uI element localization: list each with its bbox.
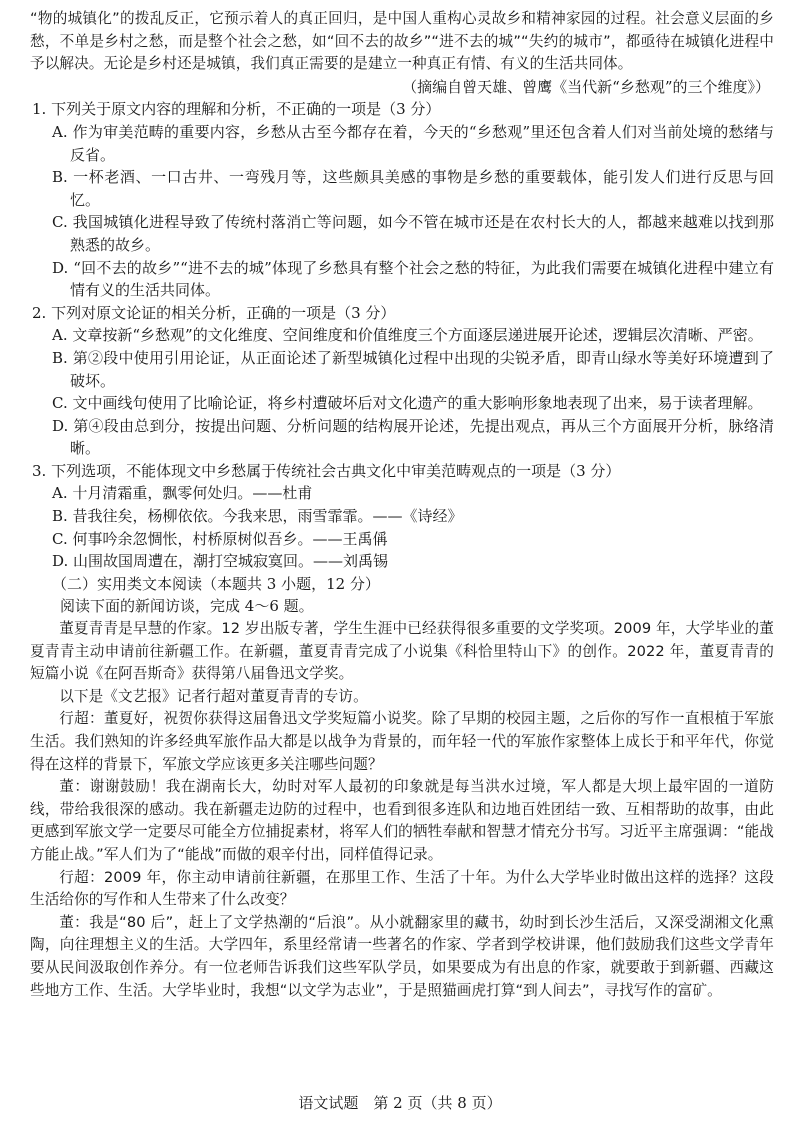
- option-b: B. 第②段中使用引用论证，从正面论述了新型城镇化过程中出现的尖锐矛盾，即青山绿水等美好环境遭到了破坏。: [52, 348, 774, 390]
- page-footer: 语文试题 第 2 页（共 8 页）: [298, 1094, 502, 1112]
- interview-paragraph: 董：我是“80 后”，赶上了文学热潮的“后浪”。从小就翻家里的藏书，幼时到长沙生活后，又深受湖湘文化熏陶，向往理想主义的生活。大学四年，系里经常请一些著名的作家、学者到学校讲课，他们鼓励我们这些文学青年要从民间汲取创作养分。有一位老师告诉我们这些军队学员，如果要成为有出息的作家，就要敢于到新疆、西藏这些地方工作、生活。大学毕业时，我想“以文学为志业”，于是照猫画虎打算“到人间去”，寻找写作的富矿。: [30, 913, 774, 999]
- interview-paragraph: 行超：2009 年，你主动申请前往新疆，在那里工作、生活了十年。为什么大学毕业时做出这样的选择？这段生活给你的写作和人生带来了什么改变？: [30, 868, 774, 909]
- option-d: D. 山围故国周遭在，潮打空城寂寞回。——刘禹锡: [52, 552, 389, 571]
- question-3: [30, 460, 774, 573]
- interview-paragraph: 董夏青青是早慧的作家。12 岁出版专著，学生生涯中已经获得很多重要的文学奖项。2009 年，大学毕业的董夏青青主动申请前往新疆工作。在新疆，董夏青青完成了小说集《科恰里特山下》的创作。2022 年，董夏青青的短篇小说《在阿吾斯奇》获得第八届鲁迅文学奖。: [30, 620, 774, 683]
- citation: （摘编自曾天雄、曾鹰《当代新“乡愁观”的三个维度》）: [402, 77, 770, 96]
- section-instruction: 阅读下面的新闻访谈，完成 4～6 题。: [60, 597, 314, 616]
- question-2: [30, 302, 774, 460]
- question-1: [30, 98, 774, 301]
- interview-paragraph: 以下是《文艺报》记者行超对董夏青青的专访。: [59, 687, 368, 705]
- intro-paragraph: “物的城镇化”的拨乱反正，它预示着人的真正回归，是中国人重构心灵故乡和精神家园的过程。社会意义层面的乡愁，不单是乡村之愁，而是整个社会之愁，如“回不去的故乡”“进不去的城”“失约的城市”，都亟待在城镇化进程中予以解决。无论是乡村还是城镇，我们真正需要的是建立一种真正有情、有义的生活共同体。: [30, 10, 774, 73]
- option-a: A. 作为审美范畴的重要内容，乡愁从古至今都存在着，今天的“乡愁观”里还包含着人们对当前处境的愁绪与反省。: [52, 122, 774, 164]
- question-stem: 3. 下列选项，不能体现文中乡愁属于传统社会古典文化中审美范畴观点的一项是（3 分）: [32, 461, 621, 480]
- interview-paragraph: 行超：董夏好，祝贺你获得这届鲁迅文学奖短篇小说奖。除了早期的校园主题，之后你的写作一直根植于军旅生活。我们熟知的许多经典军旅作品大都是以战争为背景的，而年轻一代的军旅作家整体上成长于和平年代，你觉得在这样的背景下，军旅文学应该更多关注哪些问题？: [30, 710, 774, 773]
- interview-paragraph: 董：谢谢鼓励！我在湖南长大，幼时对军人最初的印象就是每当洪水过境，军人都是大坝上最牢固的一道防线，带给我很深的感动。我在新疆走边防的过程中，也看到很多连队和边地百姓团结一致、互相帮助的故事，由此更感到军旅文学一定要尽可能全方位捕捉素材，将军人们的牺牲奉献和智慧才情充分书写。习近平主席强调：“能战方能止战。”军人们为了“能战”而做的艰辛付出，同样值得记录。: [30, 778, 774, 863]
- interview-text: [30, 618, 774, 1002]
- option-a: A. 文章按新“乡愁观”的文化维度、空间维度和价值维度三个方面逐层递进展开论述，逻辑层次清晰、严密。: [52, 326, 763, 345]
- option-c: C. 何事吟余忽惆怅，村桥原树似吾乡。——王禹偁: [52, 529, 388, 548]
- option-b: B. 一杯老酒、一口古井、一弯残月等，这些颇具美感的事物是乡愁的重要载体，能引发人们进行反思与回忆。: [52, 168, 774, 209]
- option-c: C. 文中画线句使用了比喻论证，将乡村遭破坏后对文化遗产的重大影响形象地表现了出来，易于读者理解。: [52, 394, 763, 413]
- section-heading: （二）实用类文本阅读（本题共 3 小题，12 分）: [52, 574, 380, 593]
- question-stem: 2. 下列对原文论证的相关分析，正确的一项是（3 分）: [32, 303, 396, 322]
- question-stem: 1. 下列关于原文内容的理解和分析，不正确的一项是（3 分）: [32, 100, 441, 119]
- option-a: A. 十月清霜重，飘零何处归。——杜甫: [52, 484, 313, 503]
- option-d: D. “回不去的故乡”“进不去的城”体现了乡愁具有整个社会之愁的特征，为此我们需要在城镇化进程中建立有情有义的生活共同体。: [52, 258, 774, 300]
- option-b: B. 昔我往矣，杨柳依依。今我来思，雨雪霏霏。——《诗经》: [52, 507, 463, 526]
- option-d: D. 第④段由总到分，按提出问题、分析问题的结构展开论述，先提出观点，再从三个方面展开分析，脉络清晰。: [52, 416, 774, 458]
- option-c: C. 我国城镇化进程导致了传统村落消亡等问题，如今不管在城市还是在农村长大的人，都越来越难以找到那熟悉的故乡。: [52, 213, 774, 254]
